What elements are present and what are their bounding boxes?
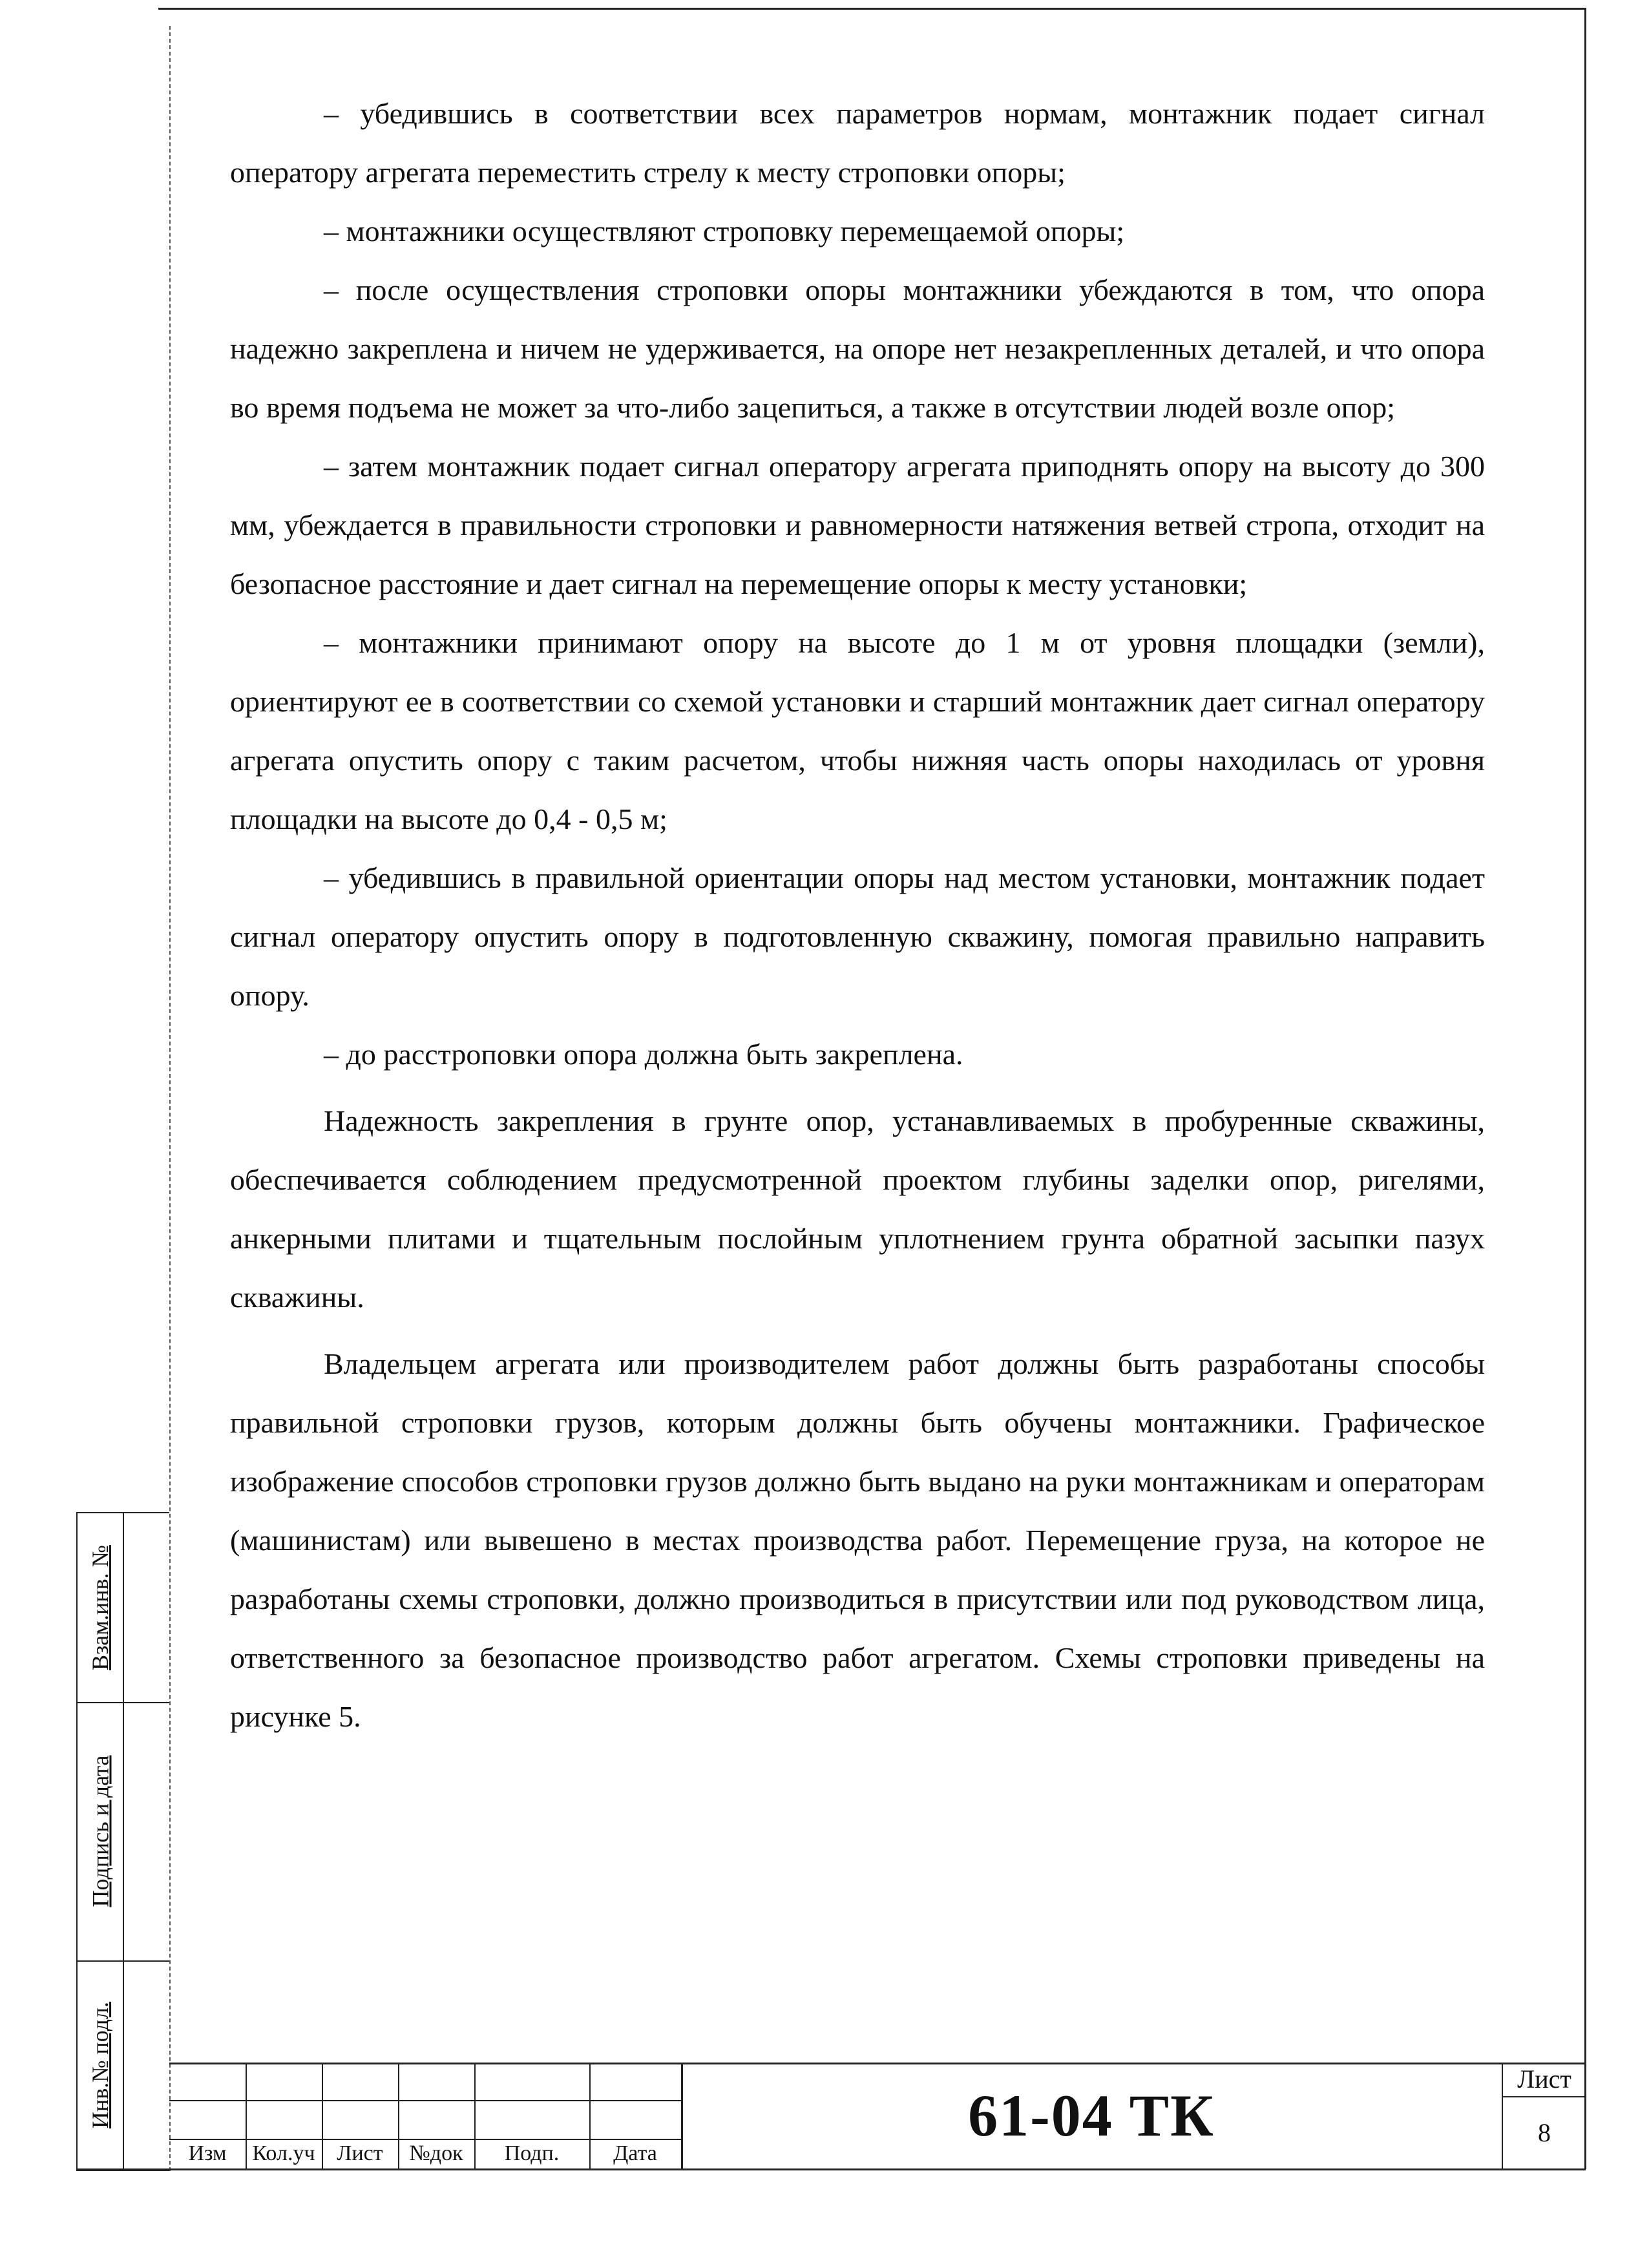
paragraph: – после осуществления строповки опоры монтажники убеждаются в том, что опора надежно закреплена и ничем не удерживается, на опоре нет незакрепленных деталей, и что опора во время подъема не может за что-либо зацепиться, а также в отсутствии людей возле опор; — [230, 273, 1485, 424]
paragraph: – монтажники принимают опору на высоте до 1 м от уровня площадки (земли), ориентируют ее в соответствии со схемой установки и старший монтажник дает сигнал оператору агрегата опустить опору с таким расчетом, чтобы нижняя часть опоры находилась от уровня площадки на высоте до 0,4 - 0,5 м; — [230, 626, 1485, 835]
header-izm: Изм — [188, 2141, 227, 2165]
paragraph: – затем монтажник подает сигнал оператору агрегата приподнять опору на высоту до 300 мм, убеждается в правильности строповки и равномерности натяжения ветвей стропа, отходит на безопасное расстояние и дает сигнал на перемещение опоры к месту установки; — [230, 450, 1485, 600]
header-list: Лист — [337, 2141, 383, 2165]
header-data: Дата — [613, 2141, 657, 2165]
paragraph: Надежность закрепления в грунте опор, устанавливаемых в пробуренные скважины, обеспечивается соблюдением предусмотренной проектом глубины заделки опор, ригелями, анкерными плитами и тщательным послойным уплотнением грунта обратной засыпки пазух скважины. — [230, 1104, 1485, 1314]
frame-left-line — [169, 26, 171, 2171]
document-body — [230, 84, 1485, 1746]
side-stamp-vzam: Взам.инв. № — [87, 1545, 113, 1670]
paragraph: – до расстроповки опора должна быть закреплена. — [324, 1038, 963, 1071]
paragraph: Владельцем агрегата или производителем работ должны быть разработаны способы правильной строповки грузов, которым должны быть обучены монтажники. Графическое изображение способов строповки грузов должно быть выдано на руки монтажникам и операторам (машинистам) или вывешено в местах производства работ. Перемещение груза, на которое не разработаны схемы строповки, должно производиться в присутствии или под руководством лица, ответственного за безопасное производство работ агрегатом. Схемы строповки приведены на рисунке 5. — [230, 1347, 1485, 1733]
sheet-label: Лист — [1503, 2063, 1586, 2097]
header-kol-uch: Кол.уч — [252, 2141, 315, 2165]
side-stamp-inv: Инв.№ подл. — [87, 2001, 113, 2129]
paragraph: – убедившись в соответствии всех параметров нормам, монтажник подает сигнал оператору агрегата переместить стрелу к месту строповки опоры; — [230, 97, 1485, 189]
frame-top-line — [158, 8, 1584, 10]
sheet-box — [1502, 2063, 1586, 2168]
frame-right-line — [1584, 8, 1586, 2169]
paragraph: – убедившись в правильной ориентации опоры над местом установки, монтажник подает сигнал оператору опустить опору в подготовленную скважину, помогая правильно направить опору. — [230, 861, 1485, 1012]
side-stamp-podpis: Подпись и дата — [87, 1755, 114, 1907]
side-stamp — [76, 1512, 169, 2171]
frame-bottom-line — [76, 2168, 1586, 2170]
header-ndok: №док — [409, 2141, 463, 2165]
sheet-number: 8 — [1538, 2118, 1551, 2147]
title-block-grid — [169, 2063, 681, 2168]
header-podp: Подп. — [504, 2141, 560, 2165]
document-code: 61-04 ТК — [968, 2083, 1215, 2148]
paragraph: – монтажники осуществляют строповку перемещаемой опоры; — [324, 215, 1125, 247]
